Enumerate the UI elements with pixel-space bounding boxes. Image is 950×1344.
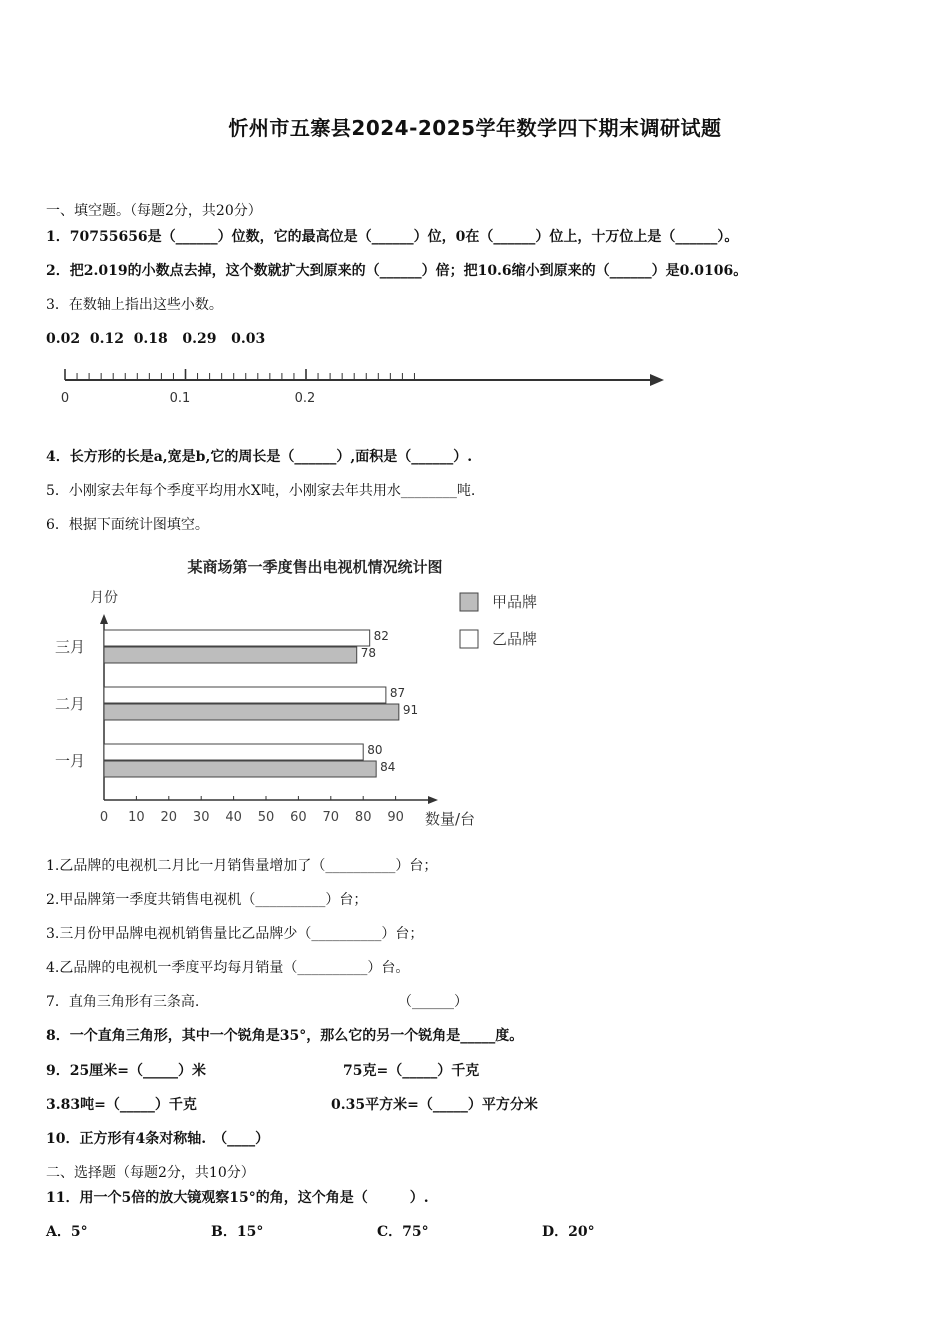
question-7: 7．直角三角形有三条高. xyxy=(46,994,200,1010)
question-2: 2．把2.019的小数点去掉，这个数就扩大到原来的（______）倍；把10.6缩小到原来的（______）是0.0106。 xyxy=(46,263,748,279)
x-tick-label: 40 xyxy=(225,810,242,825)
question-10: 10．正方形有4条对称轴. （____） xyxy=(46,1131,270,1147)
question-11-option-b[interactable]: B．15° xyxy=(211,1224,264,1240)
question-11-option-c[interactable]: C．75° xyxy=(377,1224,429,1240)
x-tick-label: 10 xyxy=(128,810,145,825)
question-1: 1．70755656是（______）位数，它的最高位是（______）位，0在（______）位上，十万位上是（______）。 xyxy=(46,229,739,245)
bar xyxy=(104,647,357,663)
x-tick-label: 50 xyxy=(257,810,275,825)
bar-chart xyxy=(40,548,560,838)
legend-swatch-yi xyxy=(460,630,478,648)
legend-label-jia: 甲品牌 xyxy=(492,593,538,611)
chart-y-axis-arrow xyxy=(100,614,108,624)
legend-swatch-jia xyxy=(460,593,478,611)
chart-x-axis-arrow xyxy=(428,796,438,804)
question-11-option-d[interactable]: D．20° xyxy=(542,1224,595,1240)
number-line xyxy=(50,360,710,416)
number-line-label-0.1: 0.1 xyxy=(169,391,191,406)
number-line-label-0.2: 0.2 xyxy=(294,391,316,406)
question-6: 6．根据下面统计图填空。 xyxy=(46,517,209,533)
question-5: 5．小刚家去年每个季度平均用水X吨，小刚家去年共用水________吨. xyxy=(46,483,476,499)
section-1-heading: 一、填空题。（每题2分，共20分） xyxy=(46,203,262,219)
bar-value-label: 80 xyxy=(367,743,383,757)
bar-value-label: 84 xyxy=(380,760,396,774)
question-4: 4．长方形的长是a,宽是b,它的周长是（______）,面积是（______）. xyxy=(46,449,473,465)
section-2-heading: 二、选择题（每题2分，共10分） xyxy=(46,1165,255,1181)
category-label: 三月 xyxy=(54,638,86,656)
category-label: 一月 xyxy=(54,752,86,770)
number-line-label-0: 0 xyxy=(60,391,70,406)
question-3: 3．在数轴上指出这些小数。 xyxy=(46,297,223,313)
question-9-a: 9．25厘米=（_____）米 xyxy=(46,1063,206,1079)
x-tick-label: 20 xyxy=(160,810,178,825)
x-tick-label: 80 xyxy=(354,810,372,825)
question-6-2: 2.甲品牌第一季度共销售电视机（__________）台； xyxy=(46,892,368,908)
bar xyxy=(104,761,376,777)
chart-x-label: 数量/台 xyxy=(424,810,476,828)
legend-label-yi: 乙品牌 xyxy=(492,630,538,648)
question-7-blank: （______） xyxy=(398,994,468,1010)
bar xyxy=(104,630,370,646)
x-tick-label: 30 xyxy=(192,810,210,825)
question-8: 8．一个直角三角形，其中一个锐角是35°，那么它的另一个锐角是_____度。 xyxy=(46,1028,524,1044)
bar-value-label: 87 xyxy=(389,686,406,700)
x-tick-label: 90 xyxy=(387,810,404,825)
x-tick-label: 60 xyxy=(290,810,307,825)
x-tick-label: 70 xyxy=(322,810,340,825)
bar-value-label: 91 xyxy=(402,703,419,717)
bar xyxy=(104,687,386,703)
question-9-d: 0.35平方米=（_____）平方分米 xyxy=(331,1097,538,1113)
bar-value-label: 78 xyxy=(360,646,377,660)
number-line-arrow xyxy=(650,374,664,386)
question-6-1: 1.乙品牌的电视机二月比一月销售量增加了（__________）台； xyxy=(46,858,438,874)
question-11: 11．用一个5倍的放大镜观察15°的角，这个角是（ ）. xyxy=(46,1190,429,1206)
chart-y-label: 月份 xyxy=(90,590,118,606)
page-title: 忻州市五寨县2024-2025学年数学四下期末调研试题 xyxy=(228,116,722,140)
question-6-3: 3.三月份甲品牌电视机销售量比乙品牌少（__________）台； xyxy=(46,926,424,942)
question-9-b: 75克=（_____）千克 xyxy=(343,1063,480,1079)
question-6-4: 4.乙品牌的电视机一季度平均每月销量（__________）台。 xyxy=(46,960,410,976)
bar-value-label: 82 xyxy=(373,629,389,643)
question-3-numbers: 0.02 0.12 0.18 0.29 0.03 xyxy=(46,331,266,347)
bar xyxy=(104,704,399,720)
bar xyxy=(104,744,363,760)
category-label: 二月 xyxy=(54,695,86,713)
chart-title: 某商场第一季度售出电视机情况统计图 xyxy=(187,558,443,576)
question-9-c: 3.83吨=（_____）千克 xyxy=(46,1097,197,1113)
x-tick-label: 0 xyxy=(99,810,109,825)
question-11-option-a[interactable]: A．5° xyxy=(46,1224,88,1240)
